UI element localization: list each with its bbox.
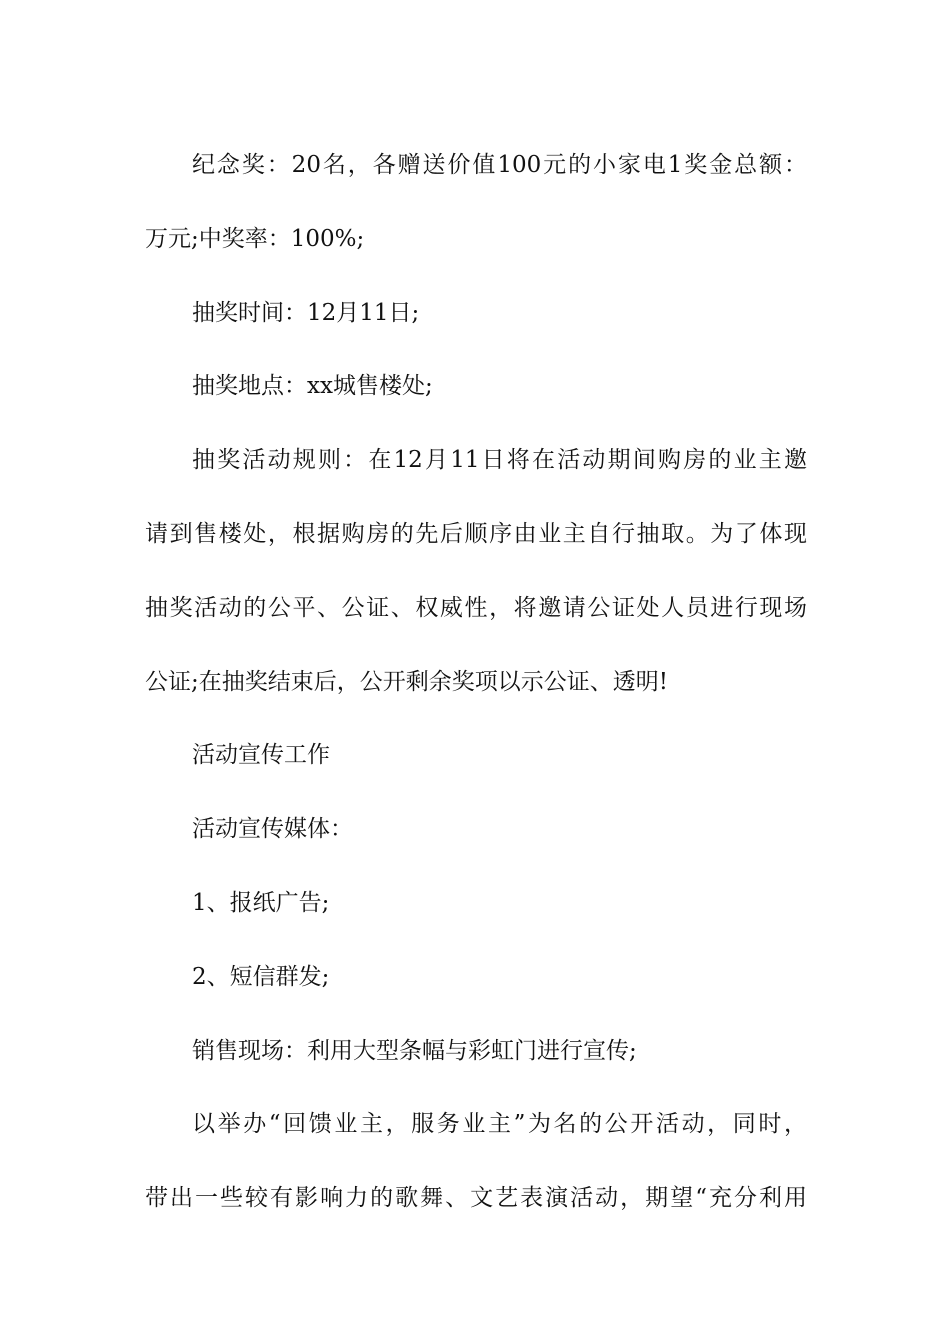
line-draw-rules-2: 请到售楼处，根据购房的先后顺序由业主自行抽取。为了体现 bbox=[145, 520, 807, 547]
line-public-event-1: 以举办“回馈业主，服务业主”为名的公开活动，同时， bbox=[192, 1111, 807, 1138]
line-draw-location: 抽奖地点：xx城售楼处; bbox=[192, 373, 433, 400]
line-sales-site: 销售现场：利用大型条幅与彩虹门进行宣传; bbox=[192, 1037, 637, 1064]
line-prize-rate: 万元;中奖率：100%; bbox=[145, 225, 365, 252]
line-draw-rules-4: 公证;在抽奖结束后，公开剩余奖项以示公证、透明! bbox=[145, 668, 668, 695]
list-item-newspaper: 1、报纸广告; bbox=[192, 889, 330, 916]
line-draw-time: 抽奖时间：12月11日; bbox=[192, 299, 420, 326]
document-body bbox=[145, 129, 807, 1236]
line-promotion-media: 活动宣传媒体： bbox=[192, 816, 353, 843]
line-public-event-2: 带出一些较有影响力的歌舞、文艺表演活动，期望“充分利用 bbox=[145, 1185, 807, 1212]
line-draw-rules-3: 抽奖活动的公平、公证、权威性，将邀请公证处人员进行现场 bbox=[145, 594, 807, 621]
list-item-sms: 2、短信群发; bbox=[192, 963, 330, 990]
section-heading-promotion: 活动宣传工作 bbox=[192, 742, 330, 769]
line-draw-rules-1: 抽奖活动规则：在12月11日将在活动期间购房的业主邀 bbox=[192, 447, 807, 474]
line-memorial-prize: 纪念奖：20名，各赠送价值100元的小家电1奖金总额： bbox=[192, 152, 807, 178]
